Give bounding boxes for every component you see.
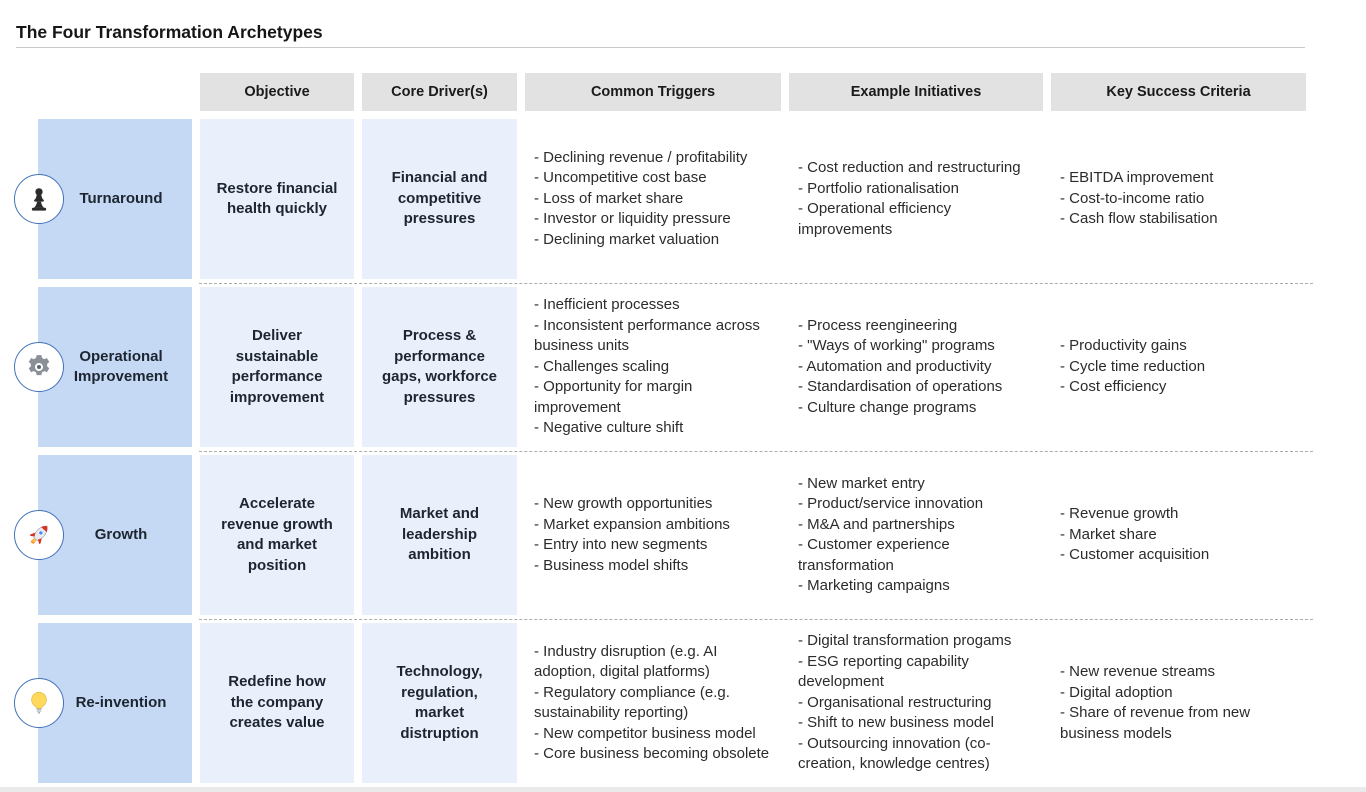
list-item: - Process reengineering: [798, 316, 958, 334]
list-item: - ESG reporting capability development: [798, 652, 969, 691]
example-initiatives-cell: [789, 119, 1043, 279]
list-item: - Customer experience transformation: [798, 536, 950, 574]
objective-cell: [200, 623, 354, 783]
row-separator: [199, 619, 1313, 620]
list-item: - Cost reduction and restructuring: [798, 159, 1021, 176]
list-item: - Loss of market share: [534, 189, 684, 207]
archetype-icon-circle: [14, 342, 64, 392]
core-drivers-text: Market and leadership ambition: [399, 505, 480, 564]
list-item: - Cost-to-income ratio: [1060, 189, 1205, 207]
chess-pawn-icon: [24, 184, 54, 214]
archetype-name: Growth: [94, 525, 148, 543]
core-drivers-cell: [362, 623, 517, 783]
list-item: - EBITDA improvement: [1060, 169, 1214, 187]
list-item: - Marketing campaigns: [798, 577, 950, 594]
list-item: - Market share: [1060, 525, 1157, 543]
archetype-cell: [38, 455, 192, 615]
list-item: - Organisational restructuring: [798, 693, 992, 711]
objective-cell: [200, 119, 354, 279]
list-item: - Automation and productivity: [798, 357, 992, 375]
common-triggers-cell: [525, 287, 781, 447]
lightbulb-icon: [24, 688, 54, 718]
core-drivers-cell: [362, 455, 517, 615]
core-drivers-text: Process & performance gaps, workforce pressures: [381, 327, 498, 406]
column-header-key-success-criteria: Key Success Criteria: [1051, 73, 1306, 111]
column-header-common-triggers: Common Triggers: [525, 73, 781, 111]
list-item: - Market expansion ambitions: [534, 515, 730, 533]
objective-text: Restore financial health quickly: [216, 179, 338, 217]
row-separator: [199, 283, 1313, 284]
example-initiatives-cell: [789, 287, 1043, 447]
archetype-name: Re-invention: [75, 693, 167, 711]
title-underline: [16, 47, 1305, 48]
archetypes-table: [38, 73, 1306, 783]
bottom-edge-strip: [0, 787, 1366, 792]
rocket-icon: [24, 520, 54, 550]
list-item: - Operational efficiency improvements: [798, 200, 952, 238]
key-success-criteria-cell: [1051, 455, 1306, 615]
core-drivers-text: Technology, regulation, market distruption: [396, 663, 483, 742]
row-separator: [199, 451, 1313, 452]
page-title: The Four Transformation Archetypes: [16, 22, 323, 42]
archetype-name: Operational Improvement: [73, 347, 169, 385]
list-item: - M&A and partnerships: [798, 515, 955, 533]
core-drivers-text: Financial and competitive pressures: [391, 169, 488, 228]
list-item: - Entry into new segments: [534, 536, 708, 553]
common-triggers-cell: [525, 455, 781, 615]
objective-text: Deliver sustainable performance improvement: [229, 327, 325, 406]
list-item: - Opportunity for margin improvement: [534, 378, 693, 416]
list-item: - Product/service innovation: [798, 495, 984, 512]
list-item: - Outsourcing innovation (co-creation, knowledge centres): [798, 734, 991, 773]
archetype-cell: [38, 119, 192, 279]
list-item: - Share of revenue from new business models: [1060, 704, 1251, 742]
list-item: - Digital transformation progams: [798, 632, 1012, 650]
column-header-objective: Objective: [200, 73, 354, 111]
list-item: - Cost efficiency: [1060, 378, 1167, 396]
gear-icon: [24, 352, 54, 382]
list-item: - Inefficient processes: [534, 296, 680, 314]
column-header-example-initiatives: Example Initiatives: [789, 73, 1043, 111]
archetype-icon-circle: [14, 510, 64, 560]
list-item: - New revenue streams: [1060, 663, 1216, 680]
common-triggers-cell: [525, 623, 781, 783]
common-triggers-cell: [525, 119, 781, 279]
example-initiatives-cell: [789, 623, 1043, 783]
list-item: - Core business becoming obsolete: [534, 745, 770, 762]
list-item: - Digital adoption: [1060, 683, 1173, 701]
archetype-icon-circle: [14, 678, 64, 728]
objective-text: Accelerate revenue growth and market position: [221, 495, 333, 574]
list-item: - Declining revenue / profitability: [534, 148, 748, 166]
list-item: - New market entry: [798, 474, 925, 492]
list-item: - Industry disruption (e.g. AI adoption, digital platforms): [534, 642, 718, 680]
archetype-cell: [38, 287, 192, 447]
core-drivers-cell: [362, 119, 517, 279]
list-item: - Negative culture shift: [534, 419, 684, 437]
column-header-core-drivers: Core Driver(s): [362, 73, 517, 111]
archetype-cell: [38, 623, 192, 783]
archetype-name: Turnaround: [79, 189, 163, 207]
core-drivers-cell: [362, 287, 517, 447]
list-item: - Productivity gains: [1060, 337, 1187, 355]
list-item: - Investor or liquidity pressure: [534, 210, 731, 228]
list-item: - Culture change programs: [798, 398, 977, 416]
list-item: - Revenue growth: [1060, 505, 1179, 523]
list-item: - Inconsistent performance across business units: [534, 316, 760, 355]
key-success-criteria-cell: [1051, 287, 1306, 447]
list-item: - "Ways of working" programs: [798, 337, 995, 355]
header-spacer: [38, 73, 192, 111]
list-item: - Standardisation of operations: [798, 378, 1003, 396]
list-item: - Business model shifts: [534, 556, 689, 574]
list-item: - Uncompetitive cost base: [534, 169, 707, 187]
list-item: - Cycle time reduction: [1060, 357, 1206, 375]
list-item: - Portfolio rationalisation: [798, 179, 959, 197]
objective-cell: [200, 455, 354, 615]
list-item: - New growth opportunities: [534, 495, 713, 512]
example-initiatives-cell: [789, 455, 1043, 615]
key-success-criteria-cell: [1051, 623, 1306, 783]
list-item: - Declining market valuation: [534, 230, 720, 248]
list-item: - Customer acquisition: [1060, 546, 1210, 564]
objective-text: Redefine how the company creates value: [228, 673, 326, 732]
archetype-icon-circle: [14, 174, 64, 224]
key-success-criteria-cell: [1051, 119, 1306, 279]
objective-cell: [200, 287, 354, 447]
list-item: - Shift to new business model: [798, 714, 994, 732]
list-item: - Regulatory compliance (e.g. sustainability reporting): [534, 683, 730, 721]
list-item: - New competitor business model: [534, 724, 756, 742]
list-item: - Cash flow stabilisation: [1060, 210, 1218, 228]
list-item: - Challenges scaling: [534, 357, 670, 375]
